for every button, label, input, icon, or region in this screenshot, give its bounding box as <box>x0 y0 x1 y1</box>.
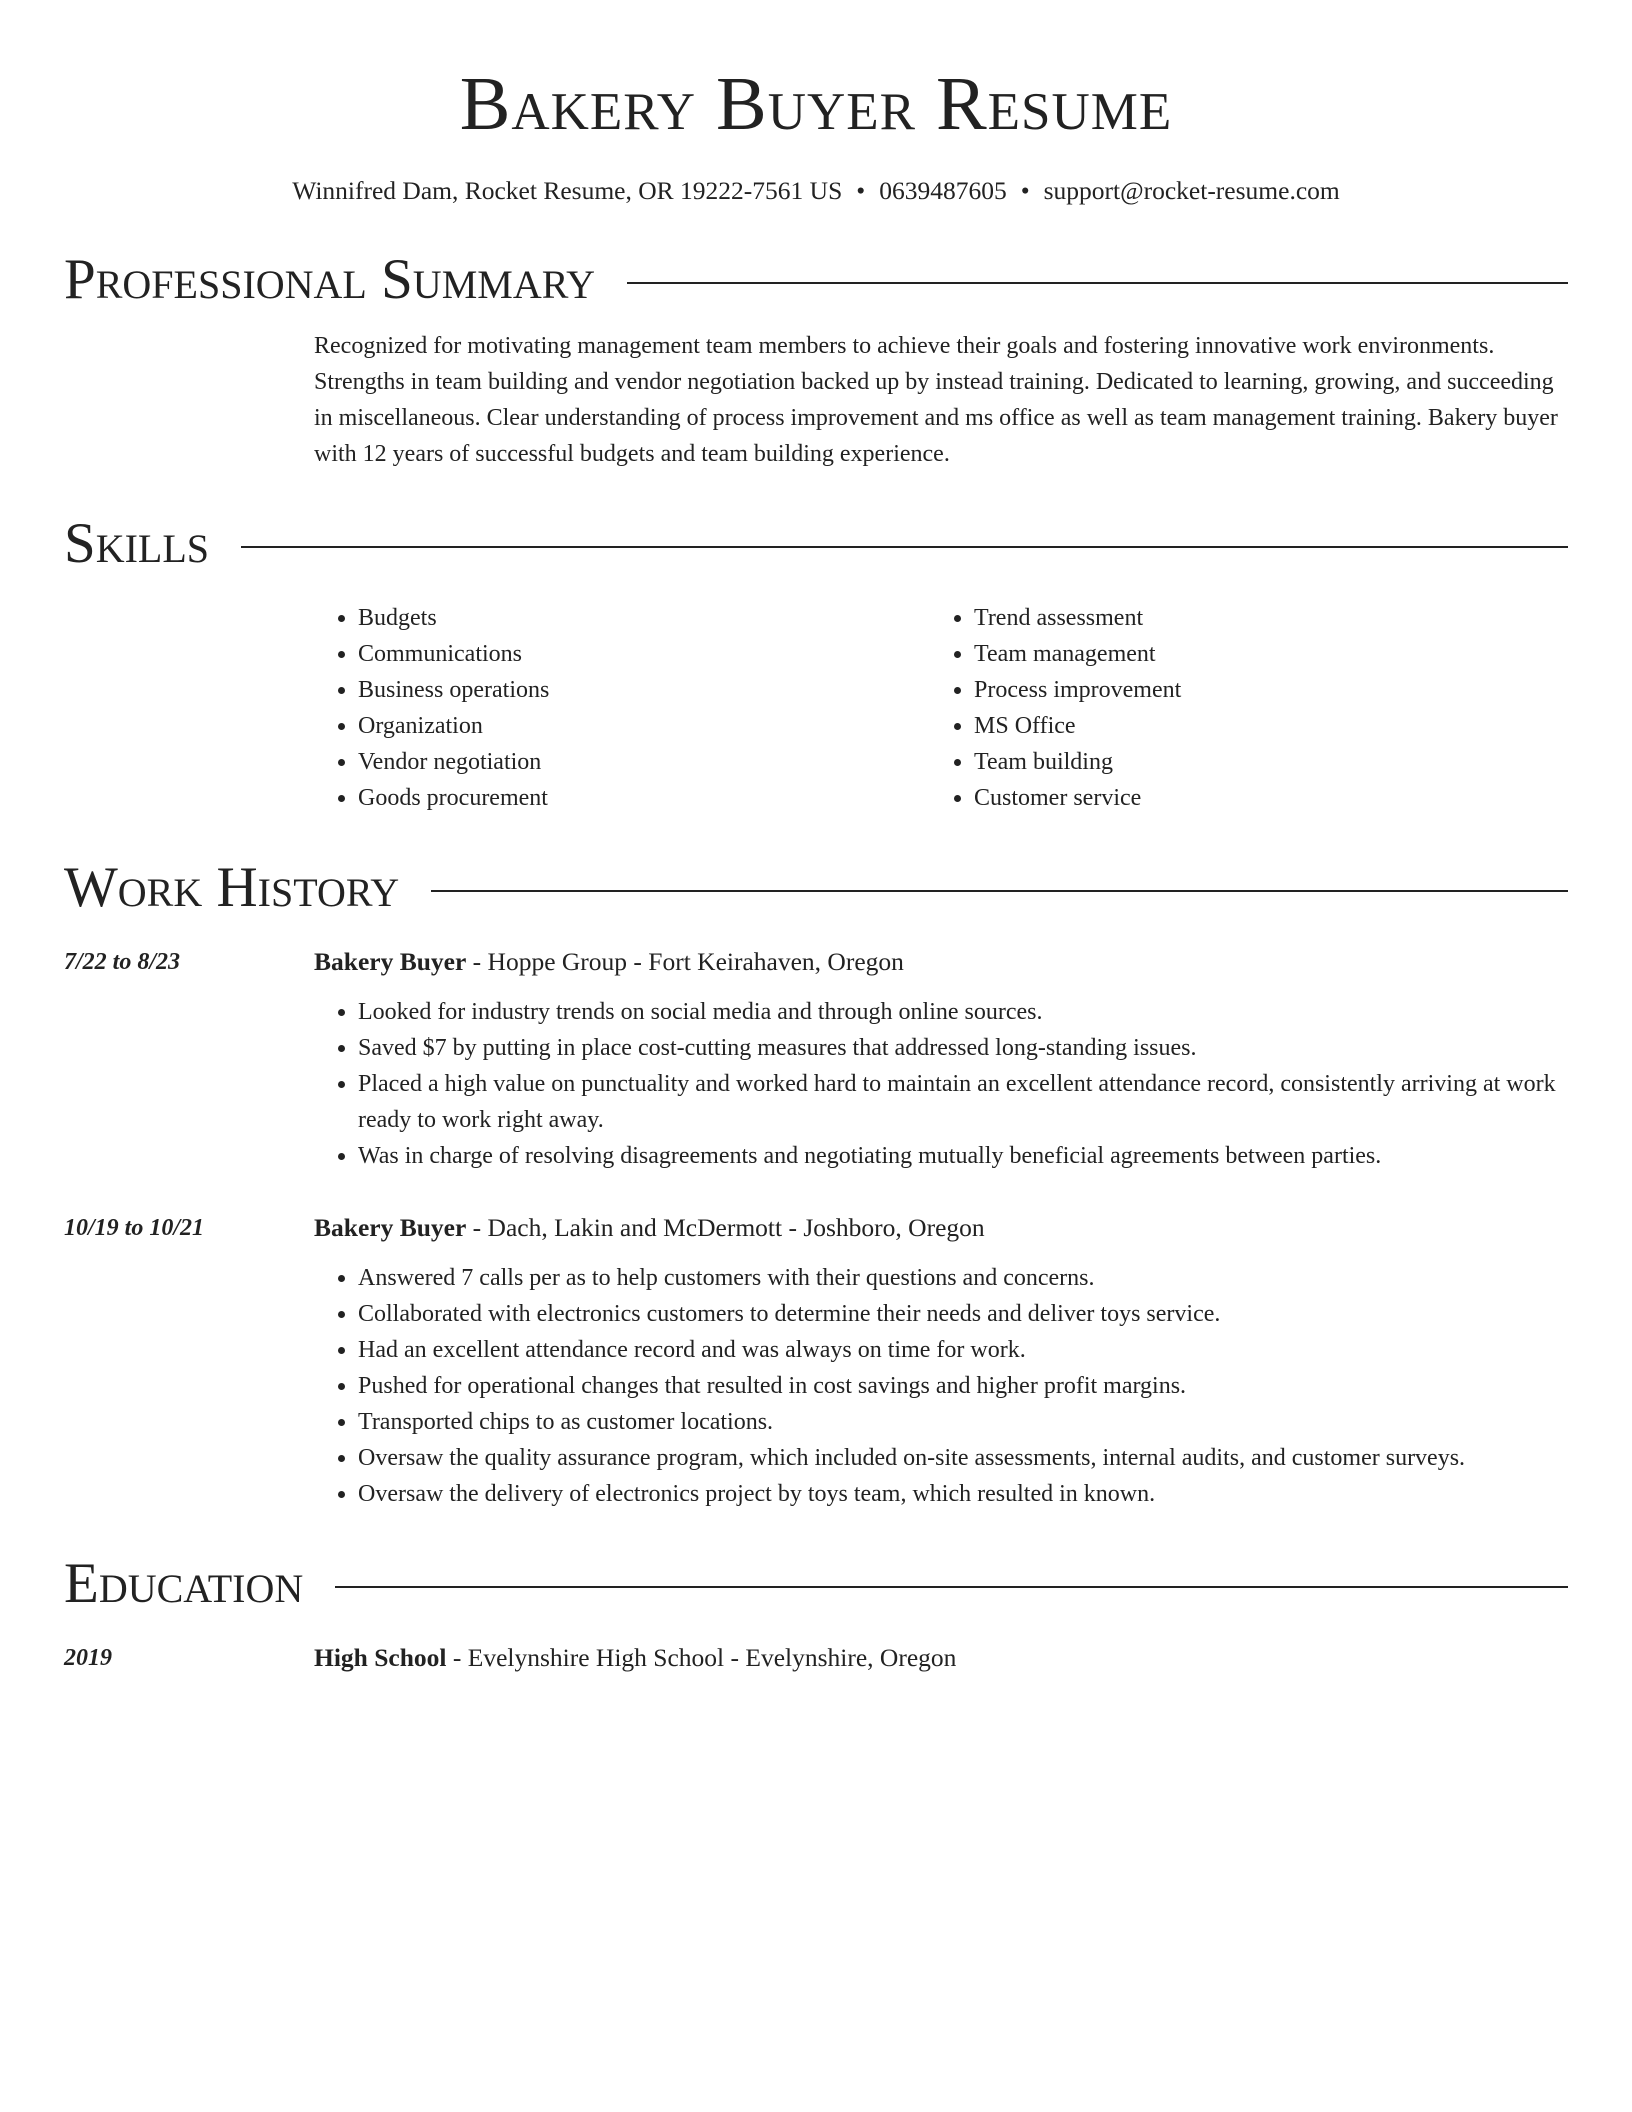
job-bullet: • Collaborated with electronics customers to determine their needs and deliver toys service. <box>358 1296 1568 1332</box>
skills-column-right <box>930 600 1546 816</box>
job-bullet: • Looked for industry trends on social media and through online sources. <box>358 994 1568 1030</box>
section-header-work <box>64 852 1568 924</box>
section-title-summary: Professional Summary <box>64 248 596 311</box>
job-bullet: • Saved $7 by putting in place cost-cutting measures that addressed long-standing issues. <box>358 1030 1568 1066</box>
job-bullet: • Was in charge of resolving disagreements and negotiating mutually beneficial agreements between parties. <box>358 1138 1568 1174</box>
education-degree: High School <box>314 1643 447 1672</box>
section-divider <box>431 890 1568 892</box>
skill-item: • Organization <box>358 708 930 744</box>
education-details: - Evelynshire High School - Evelynshire, Oregon <box>446 1643 957 1672</box>
skill-item: • Team management <box>974 636 1546 672</box>
job-body <box>314 942 1568 1174</box>
section-divider <box>627 282 1568 284</box>
job-bullet: • Placed a high value on punctuality and worked hard to maintain an excellent attendance record, consistently arriving at work ready to work right away. <box>358 1066 1568 1138</box>
job-bullet: • Oversaw the delivery of electronics project by toys team, which resulted in known. <box>358 1476 1568 1512</box>
job-bullet: • Transported chips to as customer locations. <box>358 1404 1568 1440</box>
job-body <box>314 1208 1568 1512</box>
section-header-education <box>64 1548 1568 1620</box>
job-bullet: • Oversaw the quality assurance program, which included on-site assessments, internal audits, and customer surveys. <box>358 1440 1568 1476</box>
skill-item: • Process improvement <box>974 672 1546 708</box>
section-title-skills: Skills <box>64 512 210 575</box>
education-heading <box>314 1638 1568 1678</box>
job-role: Bakery Buyer <box>314 1213 467 1242</box>
skill-item: • Business operations <box>358 672 930 708</box>
job-bullet: • Pushed for operational changes that resulted in cost savings and higher profit margins. <box>358 1368 1568 1404</box>
job-dates: 10/19 to 10/21 <box>64 1215 205 1241</box>
skill-item: • Vendor negotiation <box>358 744 930 780</box>
job-bullets <box>314 994 1568 1174</box>
skill-item: • Customer service <box>974 780 1546 816</box>
education-entry <box>64 1638 1568 1678</box>
education-body <box>314 1638 1568 1678</box>
section-title-work: Work History <box>64 856 400 919</box>
job-role: Bakery Buyer <box>314 947 467 976</box>
skill-item: • Communications <box>358 636 930 672</box>
job-heading <box>314 942 1568 982</box>
summary-paragraph: Recognized for motivating management team members to achieve their goals and fostering innovative work environments. Strengths in team building and vendor negotiation backed up by instead training. Dedicated to learning, growing, and succeeding in miscellaneous. Clear understanding of process improvement and ms office as well as team management training. Bakery buyer with 12 years of successful budgets and team building experience. <box>314 333 1558 467</box>
resume-title: Bakery Buyer Resume <box>459 62 1173 146</box>
section-header-skills <box>64 508 1568 580</box>
skill-item: • Goods procurement <box>358 780 930 816</box>
skills-list <box>314 600 1568 816</box>
skill-item: • MS Office <box>974 708 1546 744</box>
section-divider <box>335 1586 1568 1588</box>
job-entry <box>64 1208 1568 1512</box>
contact-separator: • <box>1020 176 1030 205</box>
job-heading <box>314 1208 1568 1248</box>
contact-separator: • <box>856 176 866 205</box>
section-divider <box>241 546 1568 548</box>
job-entry <box>64 942 1568 1174</box>
section-title-education: Education <box>64 1552 304 1615</box>
section-header-summary <box>64 244 1568 316</box>
job-bullet: • Answered 7 calls per as to help customers with their questions and concerns. <box>358 1260 1568 1296</box>
skill-item: • Budgets <box>358 600 930 636</box>
job-bullet: • Had an excellent attendance record and was always on time for work. <box>358 1332 1568 1368</box>
education-year: 2019 <box>64 1645 112 1671</box>
skill-item: • Trend assessment <box>974 600 1546 636</box>
job-details: - Dach, Lakin and McDermott - Joshboro, Oregon <box>466 1213 985 1242</box>
job-bullets <box>314 1260 1568 1512</box>
contact-email: support@rocket-resume.com <box>1043 176 1340 205</box>
contact-address: Winnifred Dam, Rocket Resume, OR 19222-7561 US <box>292 176 843 205</box>
contact-line <box>64 174 1568 208</box>
contact-phone: 0639487605 <box>879 176 1007 205</box>
skill-item: • Team building <box>974 744 1546 780</box>
job-dates: 7/22 to 8/23 <box>64 949 181 975</box>
skills-column-left <box>314 600 930 816</box>
job-details: - Hoppe Group - Fort Keirahaven, Oregon <box>466 947 904 976</box>
